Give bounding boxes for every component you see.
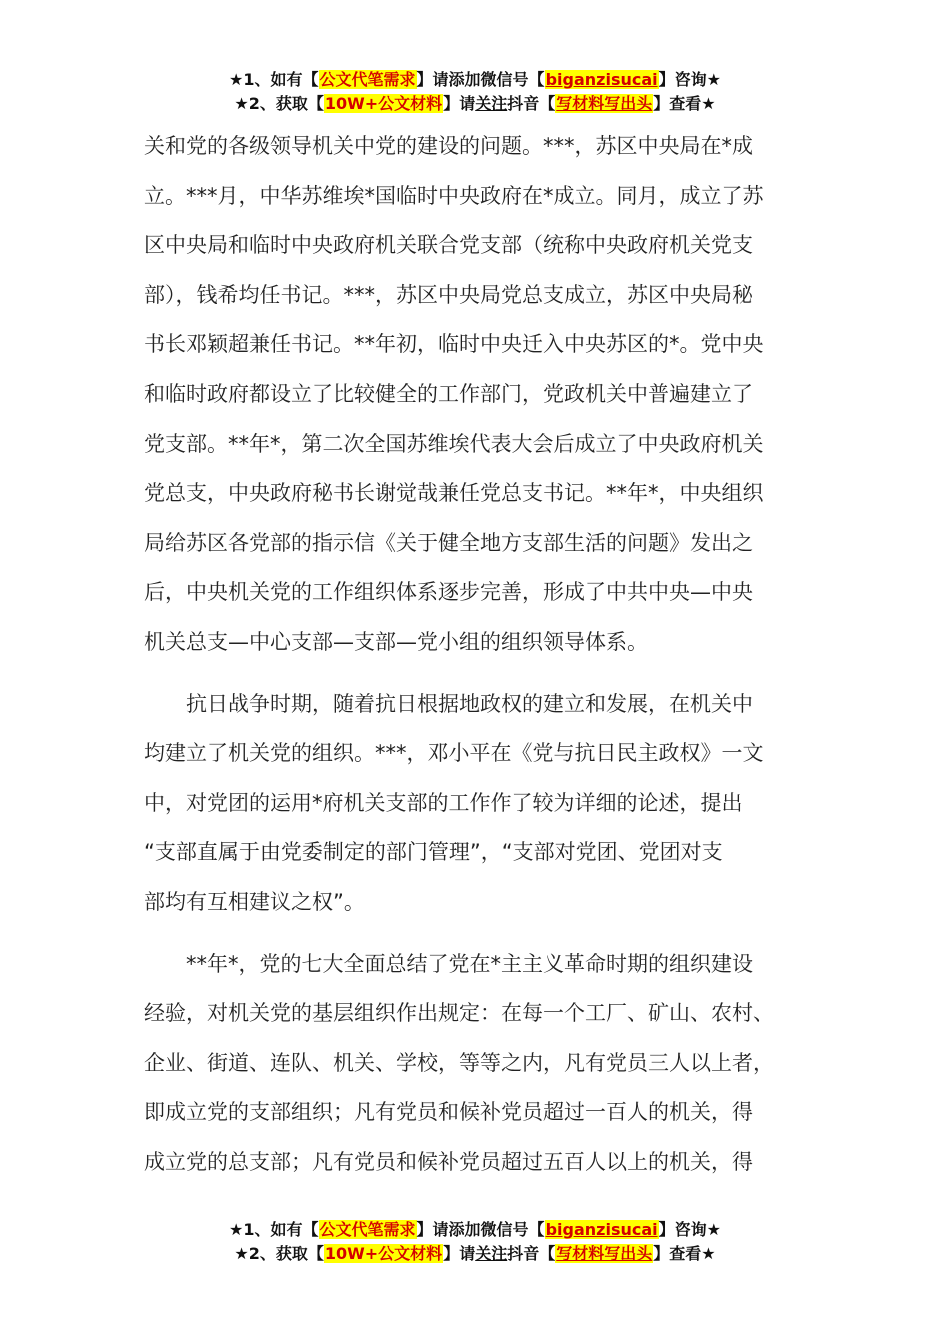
highlight-wechat-id: biganzisucai <box>545 1220 658 1239</box>
highlight-service: 公文代笔需求 <box>319 70 416 89</box>
highlight-materials: 10W+公文材料 <box>324 1244 443 1263</box>
text-line: 抗日战争时期，随着抗日根据地政权的建立和发展，在机关中 <box>186 691 753 716</box>
document-body <box>144 122 814 1187</box>
banner-text: ★2、获取【 <box>234 1244 324 1263</box>
highlight-wechat-id: biganzisucai <box>545 70 658 89</box>
text-line: 均建立了机关党的组织。***，邓小平在《党与抗日民主政权》一文 <box>144 741 764 766</box>
banner-emphasis: 关注 <box>475 1244 508 1263</box>
text-line: 局给苏区各党部的指示信《关于健全地方支部生活的问题》发出之 <box>144 530 753 555</box>
banner-text: 】请 <box>416 1220 449 1239</box>
banner-line-1 <box>0 68 950 92</box>
banner-text: 抖音【 <box>507 94 556 113</box>
text-line: 中，对党团的运用*府机关支部的工作作了较为详细的论述，提出 <box>144 790 743 815</box>
banner-text: 】查看★ <box>653 1244 716 1263</box>
banner-text: 】请 <box>443 94 476 113</box>
paragraph-1 <box>144 122 814 668</box>
text-line: 立。***月，中华苏维埃*国临时中央政府在*成立。同月，成立了苏 <box>144 183 764 208</box>
banner-emphasis: 添加 <box>448 1220 481 1239</box>
text-line: 党总支，中央政府秘书长谢觉哉兼任党总支书记。**年*，中央组织 <box>144 481 764 506</box>
banner-text: 】查看★ <box>653 94 716 113</box>
header-banner <box>0 68 950 116</box>
paragraph-3 <box>144 940 814 1188</box>
footer-banner <box>0 1218 950 1266</box>
banner-text: 】咨询★ <box>658 70 721 89</box>
text-line: **年*，党的七大全面总结了党在*主主义革命时期的组织建设 <box>186 951 753 976</box>
highlight-douyin-id: 写材料写出头 <box>556 1244 653 1263</box>
banner-text: ★1、如有【 <box>229 70 319 89</box>
banner-text: 抖音【 <box>507 1244 556 1263</box>
text-line: 企业、街道、连队、机关、学校，等等之内，凡有党员三人以上者， <box>144 1050 774 1075</box>
banner-emphasis: 关注 <box>475 94 508 113</box>
highlight-materials: 10W+公文材料 <box>324 94 443 113</box>
text-line: 部），钱希均任书记。***，苏区中央局党总支成立，苏区中央局秘 <box>144 282 753 307</box>
text-line: 后，中央机关党的工作组织体系逐步完善，形成了中共中央—中央 <box>144 580 753 605</box>
banner-text: 】请 <box>416 70 449 89</box>
banner-emphasis: 添加 <box>448 70 481 89</box>
highlight-douyin-id: 写材料写出头 <box>556 94 653 113</box>
banner-text: ★1、如有【 <box>229 1220 319 1239</box>
banner-text: 微信号【 <box>480 1220 545 1239</box>
text-line: 关和党的各级领导机关中党的建设的问题。***，苏区中央局在*成 <box>144 134 753 158</box>
banner-line-2 <box>0 92 950 116</box>
text-line: 和临时政府都设立了比较健全的工作部门，党政机关中普遍建立了 <box>144 381 753 406</box>
banner-text: 】咨询★ <box>658 1220 721 1239</box>
text-line: 部均有互相建议之权”。 <box>144 889 365 914</box>
banner-line-2 <box>0 1242 950 1266</box>
highlight-service: 公文代笔需求 <box>319 1220 416 1239</box>
paragraph-2 <box>144 680 814 928</box>
banner-text: 】请 <box>443 1244 476 1263</box>
text-line: 成立党的总支部；凡有党员和候补党员超过五百人以上的机关，得 <box>144 1149 753 1174</box>
text-line: 即成立党的支部组织；凡有党员和候补党员超过一百人的机关，得 <box>144 1100 753 1125</box>
text-line: 书长邓颖超兼任书记。**年初，临时中央迁入中央苏区的*。党中央 <box>144 332 764 357</box>
text-line: 机关总支—中心支部—支部—党小组的组织领导体系。 <box>144 629 648 654</box>
text-line: 经验，对机关党的基层组织作出规定：在每一个工厂、矿山、农村、 <box>144 1001 774 1026</box>
banner-line-1 <box>0 1218 950 1242</box>
text-line: 党支部。**年*，第二次全国苏维埃代表大会后成立了中央政府机关 <box>144 431 764 456</box>
text-line: “支部直属于由党委制定的部门管理”，“支部对党团、党团对支 <box>144 840 723 865</box>
text-line: 区中央局和临时中央政府机关联合党支部（统称中央政府机关党支 <box>144 233 753 258</box>
banner-text: 微信号【 <box>480 70 545 89</box>
banner-text: ★2、获取【 <box>234 94 324 113</box>
